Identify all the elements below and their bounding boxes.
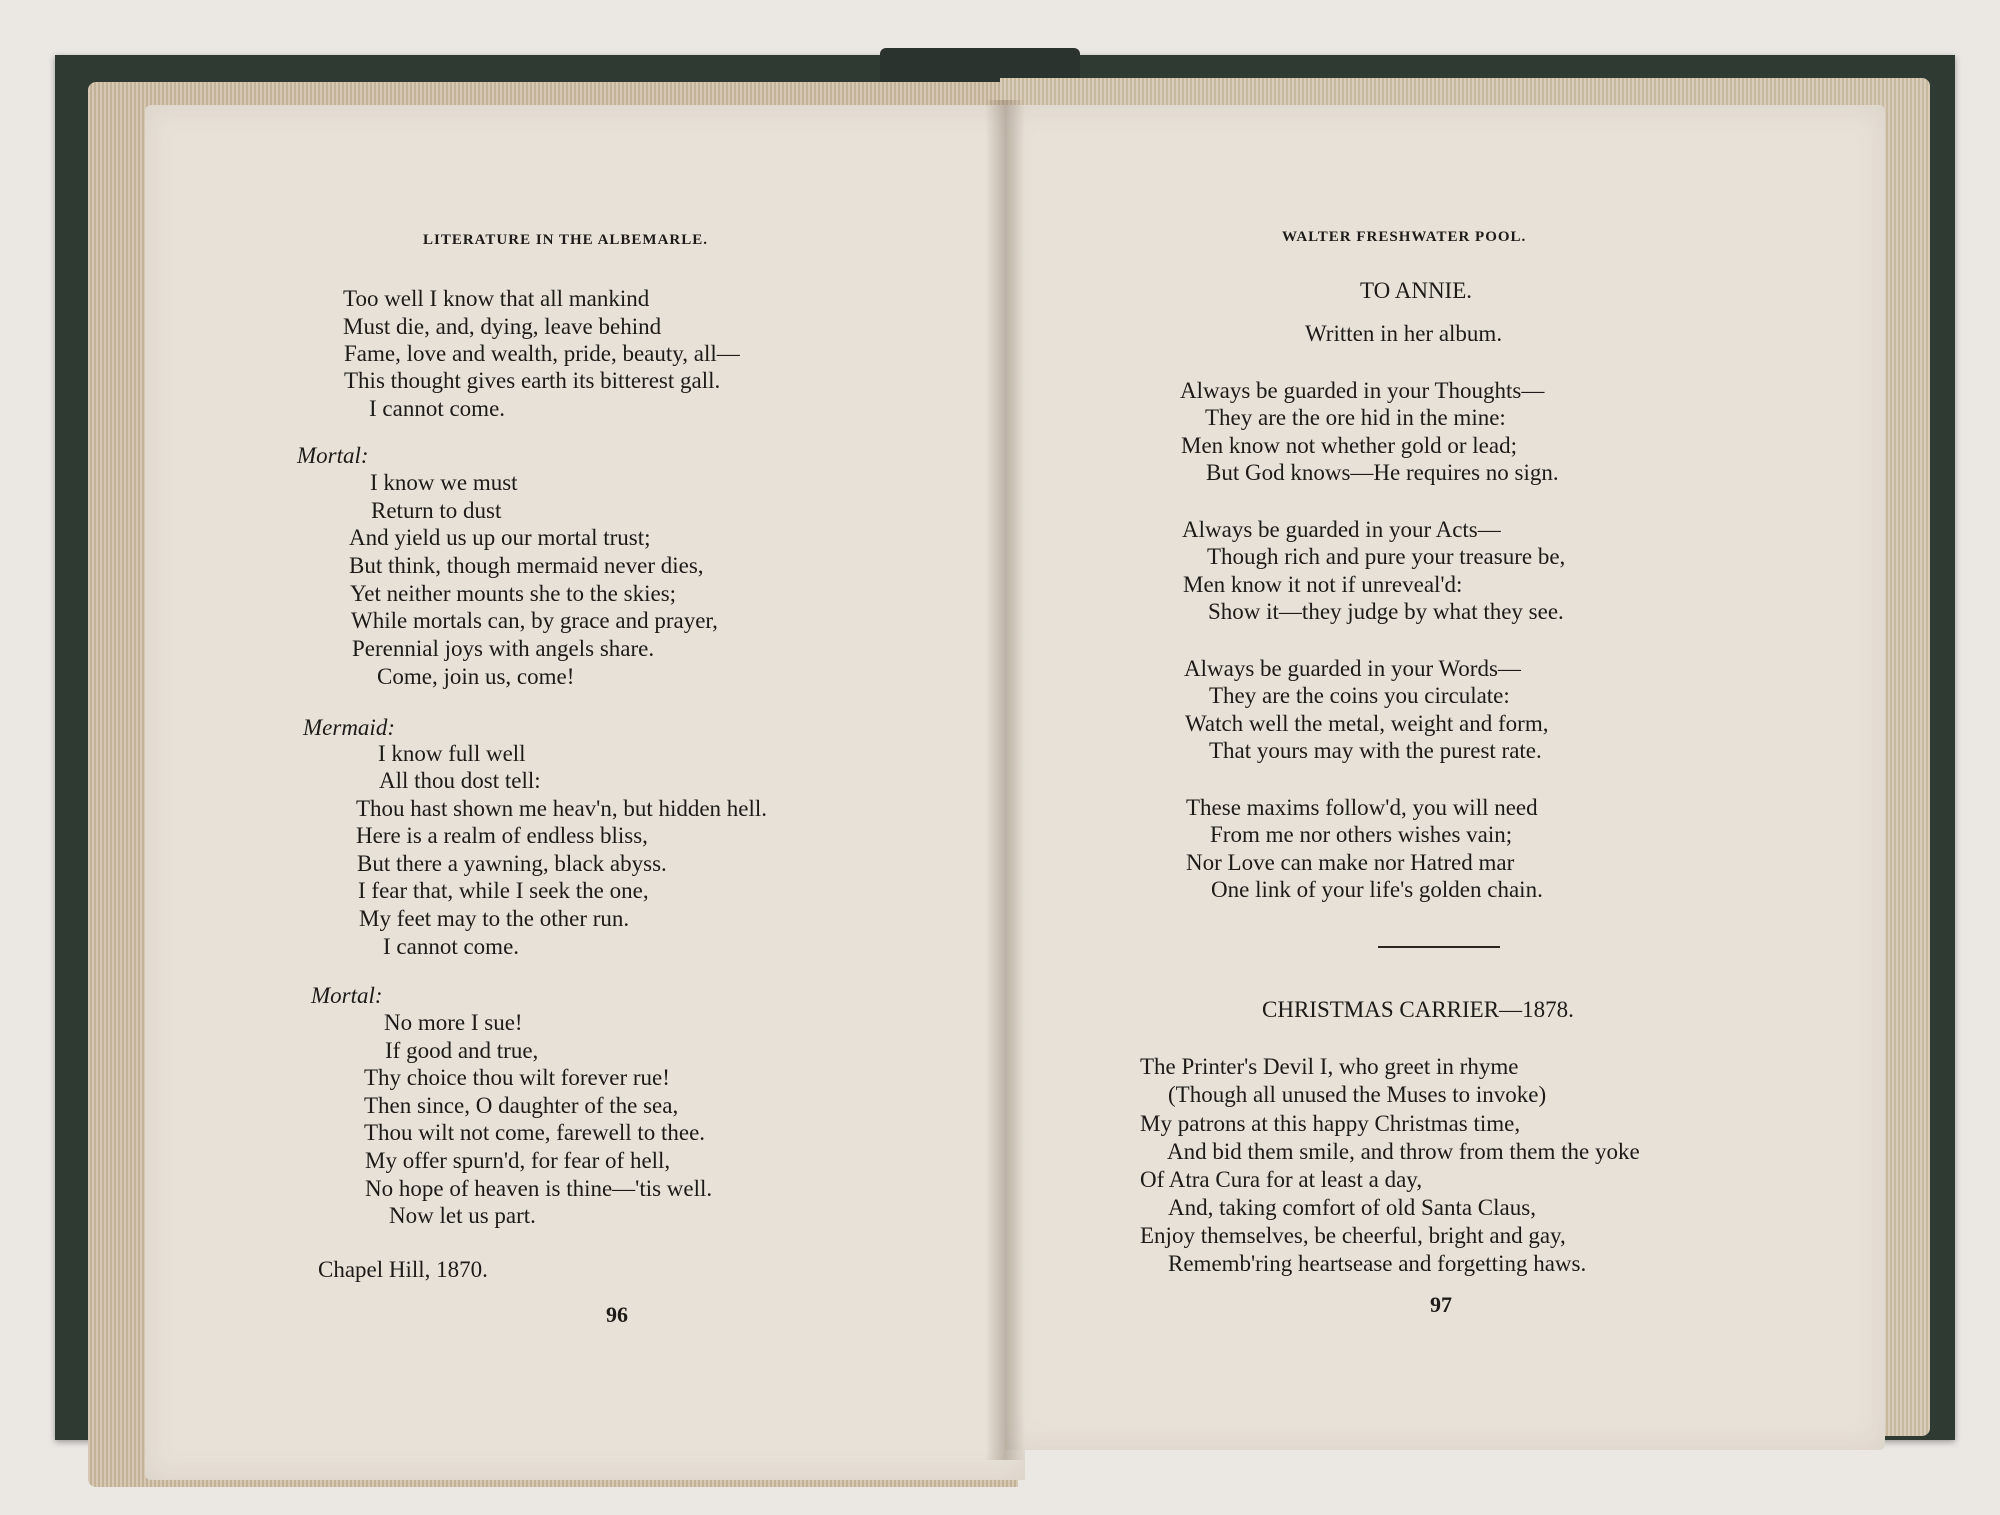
- right-page-number: 97: [1430, 1292, 1452, 1317]
- poem-line: But think, though mermaid never dies,: [349, 553, 704, 578]
- poem-line: And, taking comfort of old Santa Claus,: [1168, 1195, 1536, 1220]
- poem-title: TO ANNIE.: [1360, 278, 1473, 303]
- poem-line: Thy choice thou wilt forever rue!: [364, 1065, 670, 1090]
- book-gutter: [985, 100, 1025, 1460]
- poem-line: Men know it not if unreveal'd:: [1183, 572, 1463, 597]
- poem-line: But God knows—He requires no sign.: [1206, 460, 1559, 485]
- poem-line: I know we must: [370, 470, 518, 495]
- poem-line: And bid them smile, and throw from them the yoke: [1167, 1139, 1640, 1164]
- poem-line: My offer spurn'd, for fear of hell,: [365, 1148, 671, 1173]
- poem-line: These maxims follow'd, you will need: [1186, 795, 1538, 820]
- speaker-label: Mermaid:: [303, 715, 395, 740]
- poem-line: Rememb'ring heartsease and forgetting haws.: [1168, 1251, 1587, 1276]
- poem-line: Come, join us, come!: [377, 664, 575, 689]
- poem-line: And yield us up our mortal trust;: [349, 525, 651, 550]
- poem-line: While mortals can, by grace and prayer,: [351, 608, 718, 633]
- poem-line: That yours may with the purest rate.: [1209, 738, 1542, 763]
- poem-line: Always be guarded in your Acts—: [1182, 517, 1501, 542]
- left-running-head: LITERATURE IN THE ALBEMARLE.: [423, 232, 709, 248]
- poem-line: No hope of heaven is thine—'tis well.: [365, 1176, 713, 1201]
- poem-line: From me nor others wishes vain;: [1210, 822, 1513, 847]
- poem-line: Here is a realm of endless bliss,: [356, 823, 648, 848]
- poem-line: They are the ore hid in the mine:: [1205, 405, 1506, 430]
- signature-line: Chapel Hill, 1870.: [318, 1257, 488, 1282]
- poem-line: I cannot come.: [383, 934, 520, 959]
- poem-line: This thought gives earth its bitterest gall.: [344, 368, 721, 393]
- poem-line: Though rich and pure your treasure be,: [1207, 544, 1566, 569]
- poem-line: Always be guarded in your Thoughts—: [1180, 378, 1545, 403]
- poem-line: I know full well: [378, 741, 526, 766]
- poem-line: Then since, O daughter of the sea,: [364, 1093, 679, 1118]
- speaker-label: Mortal:: [297, 443, 369, 468]
- poem-line: Always be guarded in your Words—: [1184, 656, 1521, 681]
- section-divider: [1378, 946, 1500, 948]
- poem-line: Too well I know that all mankind: [343, 286, 650, 311]
- left-page-number: 96: [606, 1302, 628, 1327]
- poem-subtitle: Written in her album.: [1305, 321, 1503, 346]
- poem-line: Thou wilt not come, farewell to thee.: [364, 1120, 706, 1145]
- poem-line: Show it—they judge by what they see.: [1208, 599, 1564, 624]
- poem-line: I fear that, while I seek the one,: [358, 878, 649, 903]
- poem-line: One link of your life's golden chain.: [1211, 877, 1543, 902]
- right-running-head: WALTER FRESHWATER POOL.: [1282, 229, 1527, 245]
- poem-line: But there a yawning, black abyss.: [357, 851, 667, 876]
- poem-line: Watch well the metal, weight and form,: [1185, 711, 1549, 736]
- poem-title: CHRISTMAS CARRIER—1878.: [1262, 997, 1574, 1022]
- poem-line: Must die, and, dying, leave behind: [343, 314, 662, 339]
- poem-line: Men know not whether gold or lead;: [1181, 433, 1517, 458]
- poem-line: My patrons at this happy Christmas time,: [1140, 1111, 1521, 1136]
- poem-line: Yet neither mounts she to the skies;: [350, 581, 677, 606]
- poem-line: Perennial joys with angels share.: [352, 636, 655, 661]
- poem-line: The Printer's Devil I, who greet in rhyme: [1140, 1054, 1519, 1079]
- poem-line: Now let us part.: [389, 1203, 536, 1228]
- poem-line: Fame, love and wealth, pride, beauty, all—: [344, 341, 740, 366]
- poem-line: If good and true,: [385, 1038, 539, 1063]
- poem-line: Thou hast shown me heav'n, but hidden hell.: [356, 796, 768, 821]
- poem-line: They are the coins you circulate:: [1209, 683, 1510, 708]
- poem-line: All thou dost tell:: [379, 768, 541, 793]
- poem-line: Enjoy themselves, be cheerful, bright and gay,: [1140, 1223, 1566, 1248]
- poem-line: My feet may to the other run.: [359, 906, 630, 931]
- speaker-label: Mortal:: [311, 983, 383, 1008]
- poem-line: (Though all unused the Muses to invoke): [1168, 1082, 1547, 1107]
- poem-line: Of Atra Cura for at least a day,: [1140, 1167, 1423, 1192]
- poem-line: No more I sue!: [384, 1010, 523, 1035]
- poem-line: Nor Love can make nor Hatred mar: [1186, 850, 1515, 875]
- poem-line: Return to dust: [371, 498, 502, 523]
- poem-line: I cannot come.: [369, 396, 506, 421]
